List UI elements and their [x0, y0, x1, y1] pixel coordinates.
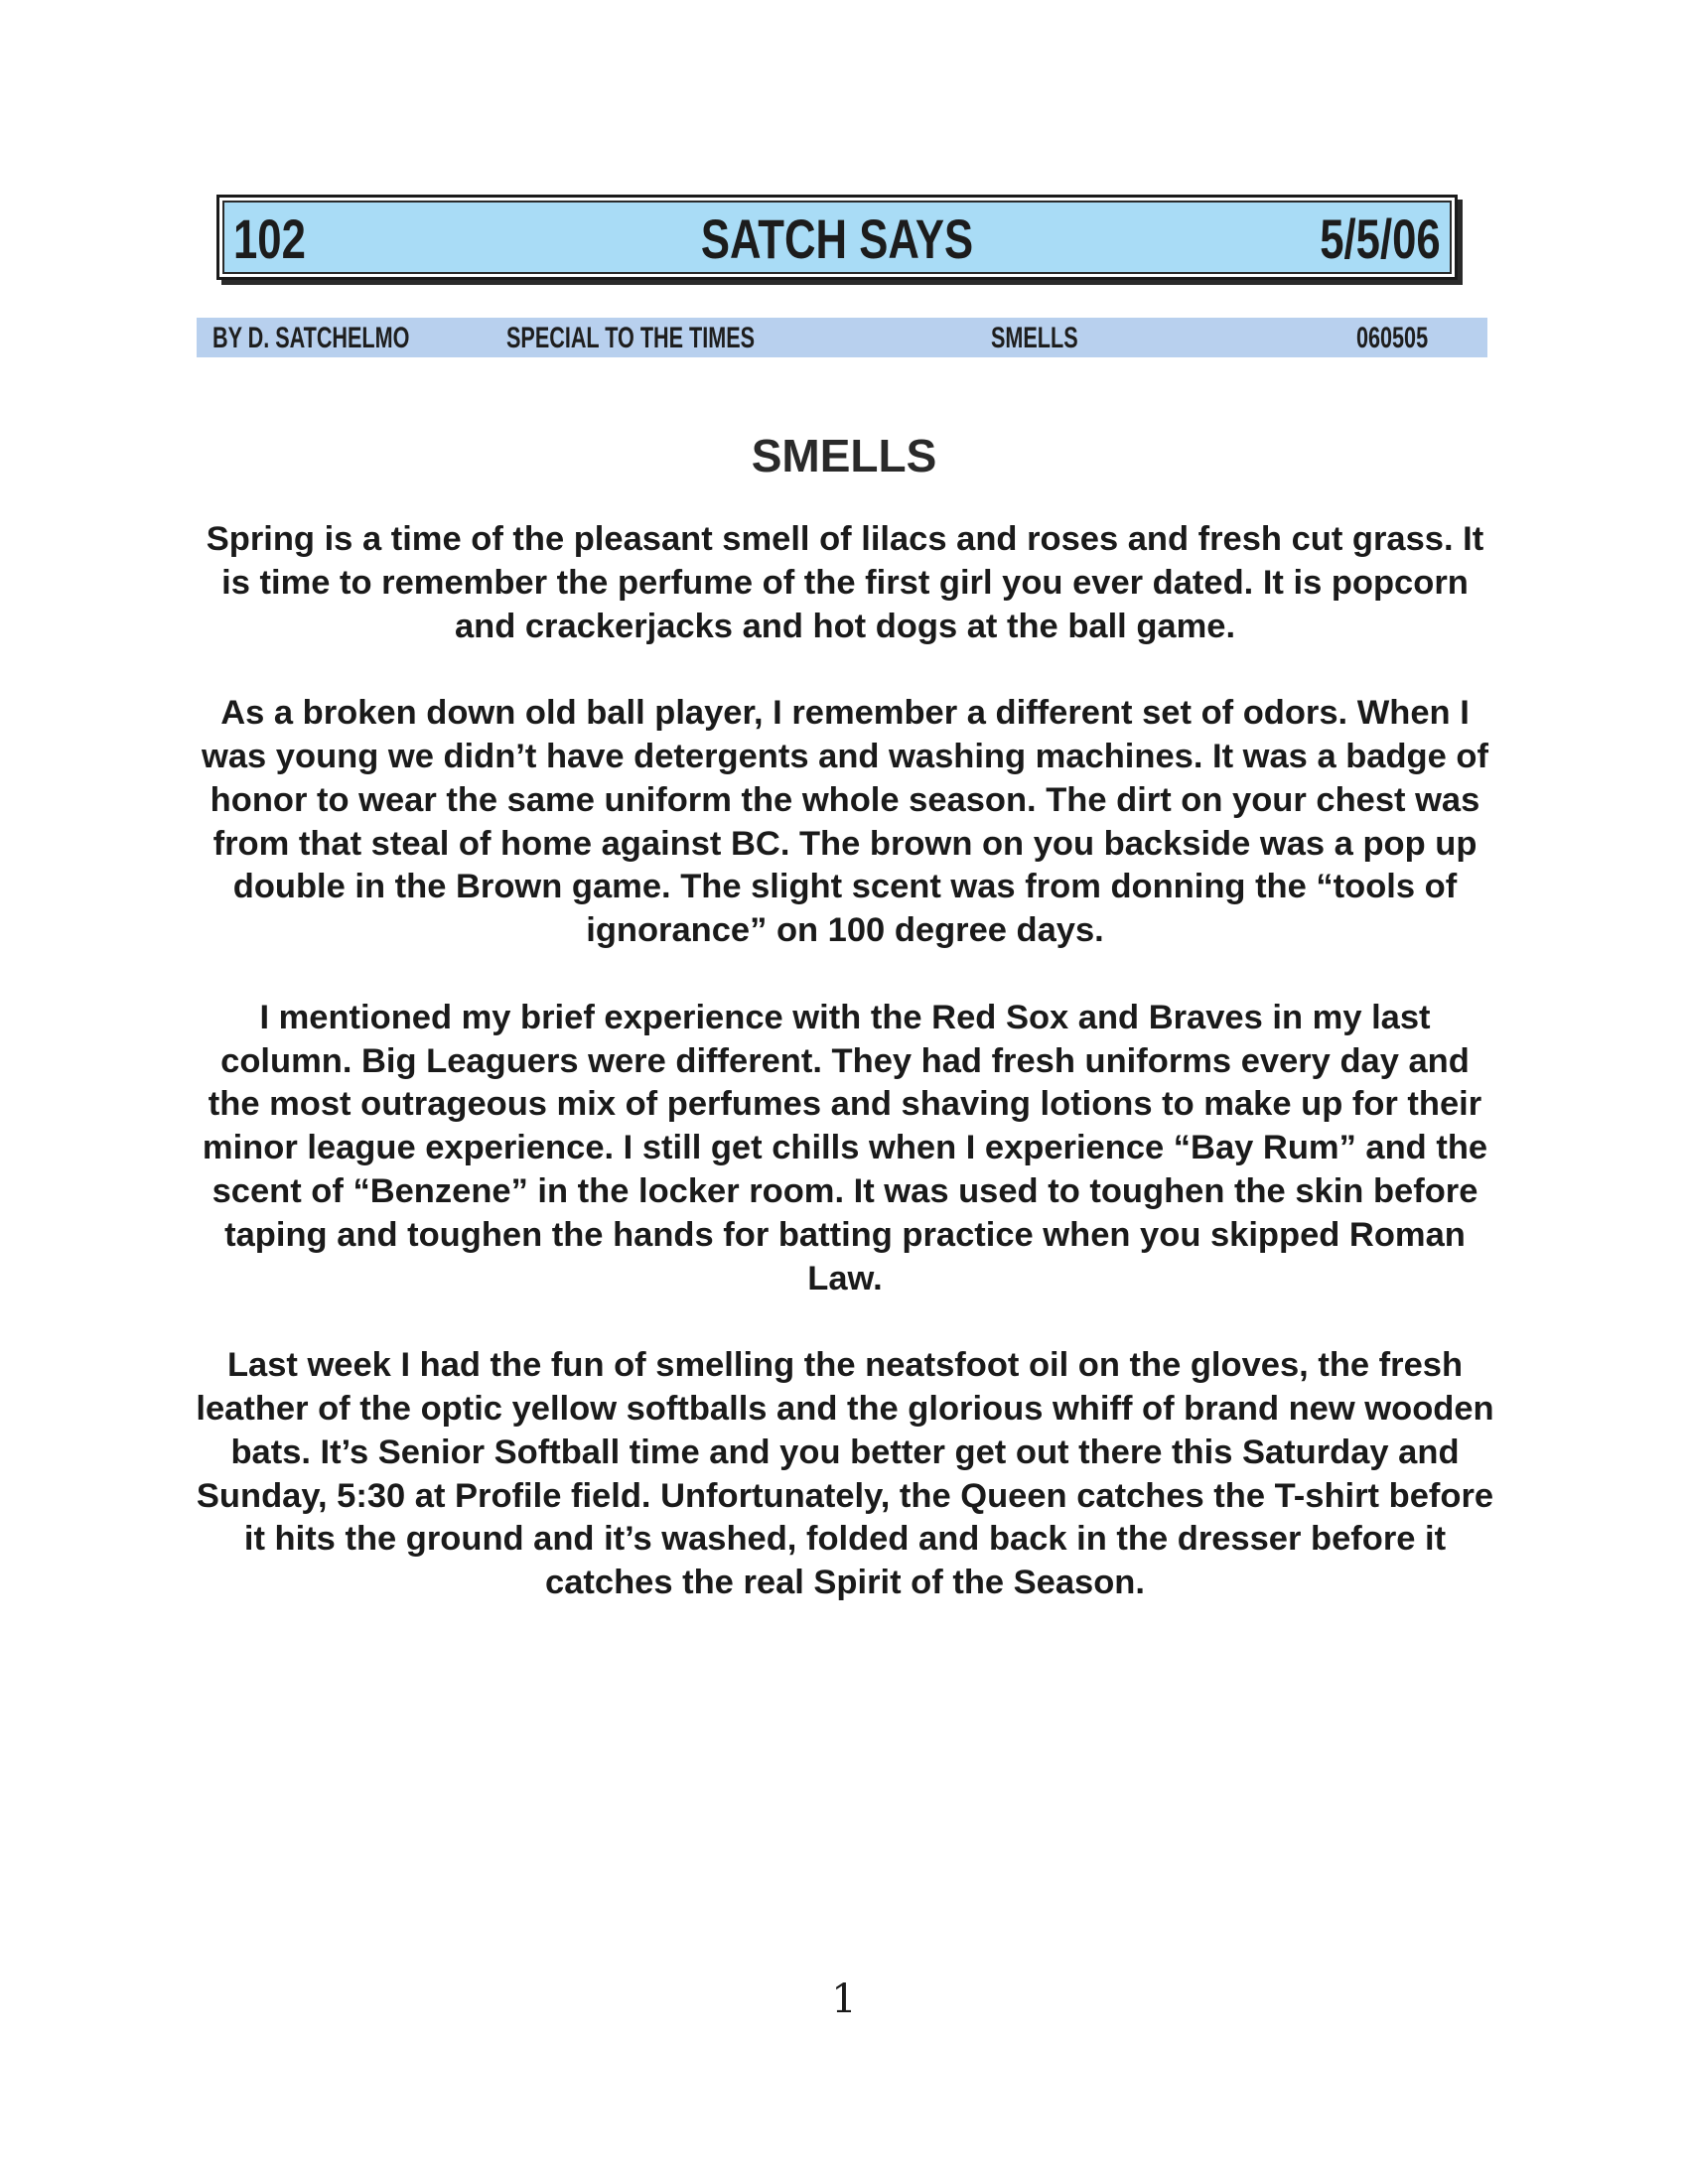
column-date: 5/5/06 [1320, 207, 1441, 270]
byline-bar [197, 318, 1487, 357]
article-heading: SMELLS [751, 430, 937, 481]
page-number: 1 [831, 1977, 857, 2022]
article-paragraph: Last week I had the fun of smelling the neatsfoot oil on the gloves, the fresh leather of the optic yellow softballs and the glorious whiff of brand new wooden bats. It’s Senior Softball time and you better get out there this Saturday and Sunday, 5:30 at Profile field. Unfortunately, the Queen catches the T-shirt before it hits the ground and it’s washed, folded and back in the dresser before it catches the real Spirit of the Season. [196, 1346, 1494, 1602]
article-body [195, 518, 1495, 1649]
column-title: SATCH SAYS [700, 207, 974, 270]
byline-topic: SMELLS [991, 322, 1078, 354]
column-number: 102 [233, 207, 306, 270]
column-title-banner [216, 195, 1458, 280]
byline-author: BY D. SATCHELMO [212, 322, 410, 354]
byline-code: 060505 [1356, 322, 1429, 354]
byline-special: SPECIAL TO THE TIMES [506, 322, 756, 354]
article-paragraph: Spring is a time of the pleasant smell of lilacs and roses and fresh cut grass. It is time to remember the perfume of the first girl you ever dated. It is popcorn and crackerjacks and hot dogs at the ball game. [206, 520, 1484, 645]
article-paragraph: As a broken down old ball player, I remember a different set of odors. When I was young we didn’t have detergents and washing machines. It was a badge of honor to wear the same uniform the whole season. The dirt on your chest was from that steal of home against BC. The brown on you backside was a pop up double in the Brown game. The slight scent was from donning the “tools of ignorance” on 100 degree days. [202, 694, 1488, 950]
article-paragraph: I mentioned my brief experience with the Red Sox and Braves in my last column. Big Leaguers were different. They had fresh uniforms every day and the most outrageous mix of perfumes and shaving lotions to make up for their minor league experience. I still get chills when I experience “Bay Rum” and the scent of “Benzene” in the locker room. It was used to toughen the skin before taping and toughen the hands for batting practice when you skipped Roman Law. [202, 998, 1488, 1297]
